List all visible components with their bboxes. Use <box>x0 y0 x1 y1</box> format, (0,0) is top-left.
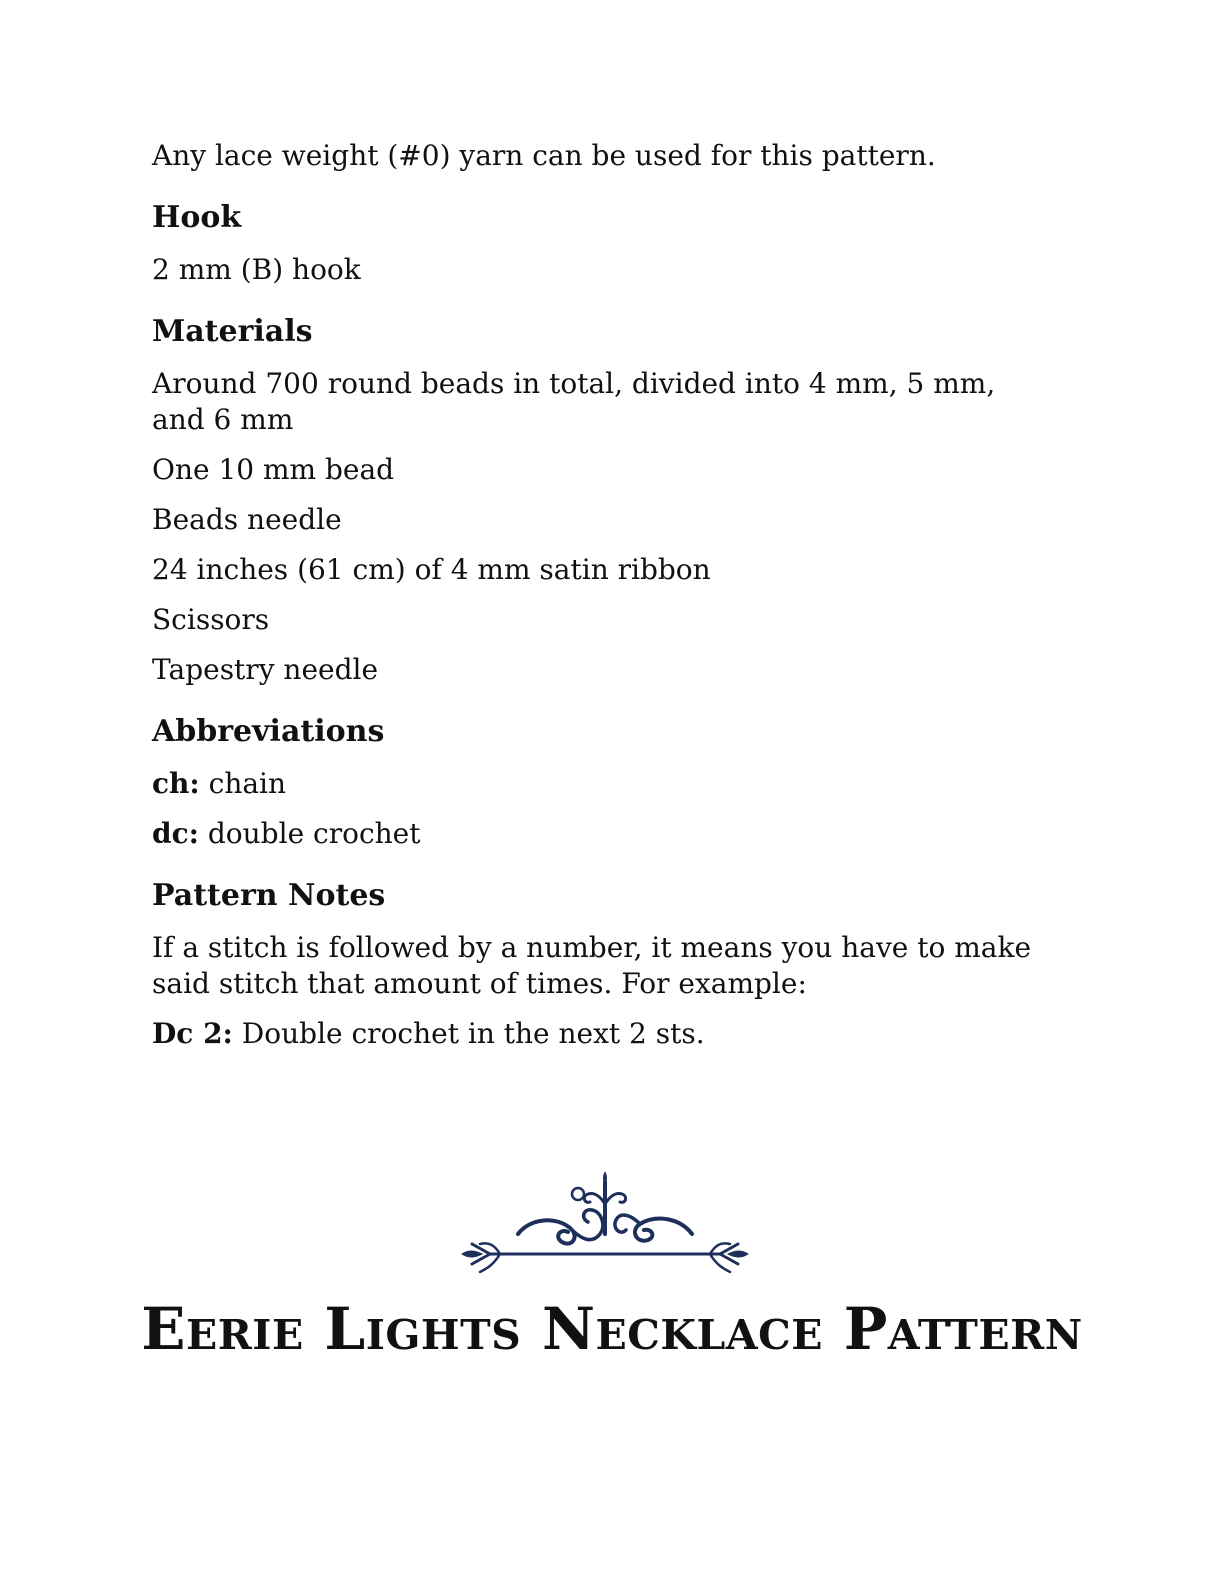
pattern-notes-text: If a stitch is followed by a number, it means you have to make said stitch that amount of times. For example: <box>152 931 1032 1000</box>
materials-heading: Materials <box>152 314 313 349</box>
flourish-divider-svg <box>460 1172 750 1282</box>
pattern-notes-heading: Pattern Notes <box>152 878 386 913</box>
materials-item: 24 inches (61 cm) of 4 mm satin ribbon <box>152 553 711 586</box>
abbreviation-term: ch: <box>152 767 200 800</box>
abbreviation-entry <box>152 816 1052 852</box>
materials-item: Beads needle <box>152 503 342 536</box>
page-title: Eerie Lights Necklace Pattern <box>141 1295 1083 1363</box>
pattern-notes-example <box>152 1016 1052 1052</box>
example-definition: Double crochet in the next 2 sts. <box>232 1017 705 1050</box>
abbreviation-definition: chain <box>199 767 287 800</box>
materials-item: One 10 mm bead <box>152 453 395 486</box>
materials-item: Tapestry needle <box>152 653 379 686</box>
abbreviations-heading: Abbreviations <box>152 714 385 749</box>
yarn-note: Any lace weight (#0) yarn can be used for this pattern. <box>152 139 936 172</box>
example-term: Dc 2: <box>152 1017 233 1050</box>
materials-list <box>152 366 1052 688</box>
hook-heading: Hook <box>152 200 242 235</box>
abbreviations-list <box>152 766 1052 852</box>
hook-item: 2 mm (B) hook <box>152 253 361 286</box>
materials-item: Scissors <box>152 603 270 636</box>
abbreviation-definition: double crochet <box>198 817 421 850</box>
document-body <box>152 138 1052 1052</box>
flourish-divider-icon <box>460 1172 750 1282</box>
abbreviation-term: dc: <box>152 817 199 850</box>
materials-item: Around 700 round beads in total, divided into 4 mm, 5 mm, and 6 mm <box>152 367 996 436</box>
abbreviation-entry <box>152 766 1052 802</box>
